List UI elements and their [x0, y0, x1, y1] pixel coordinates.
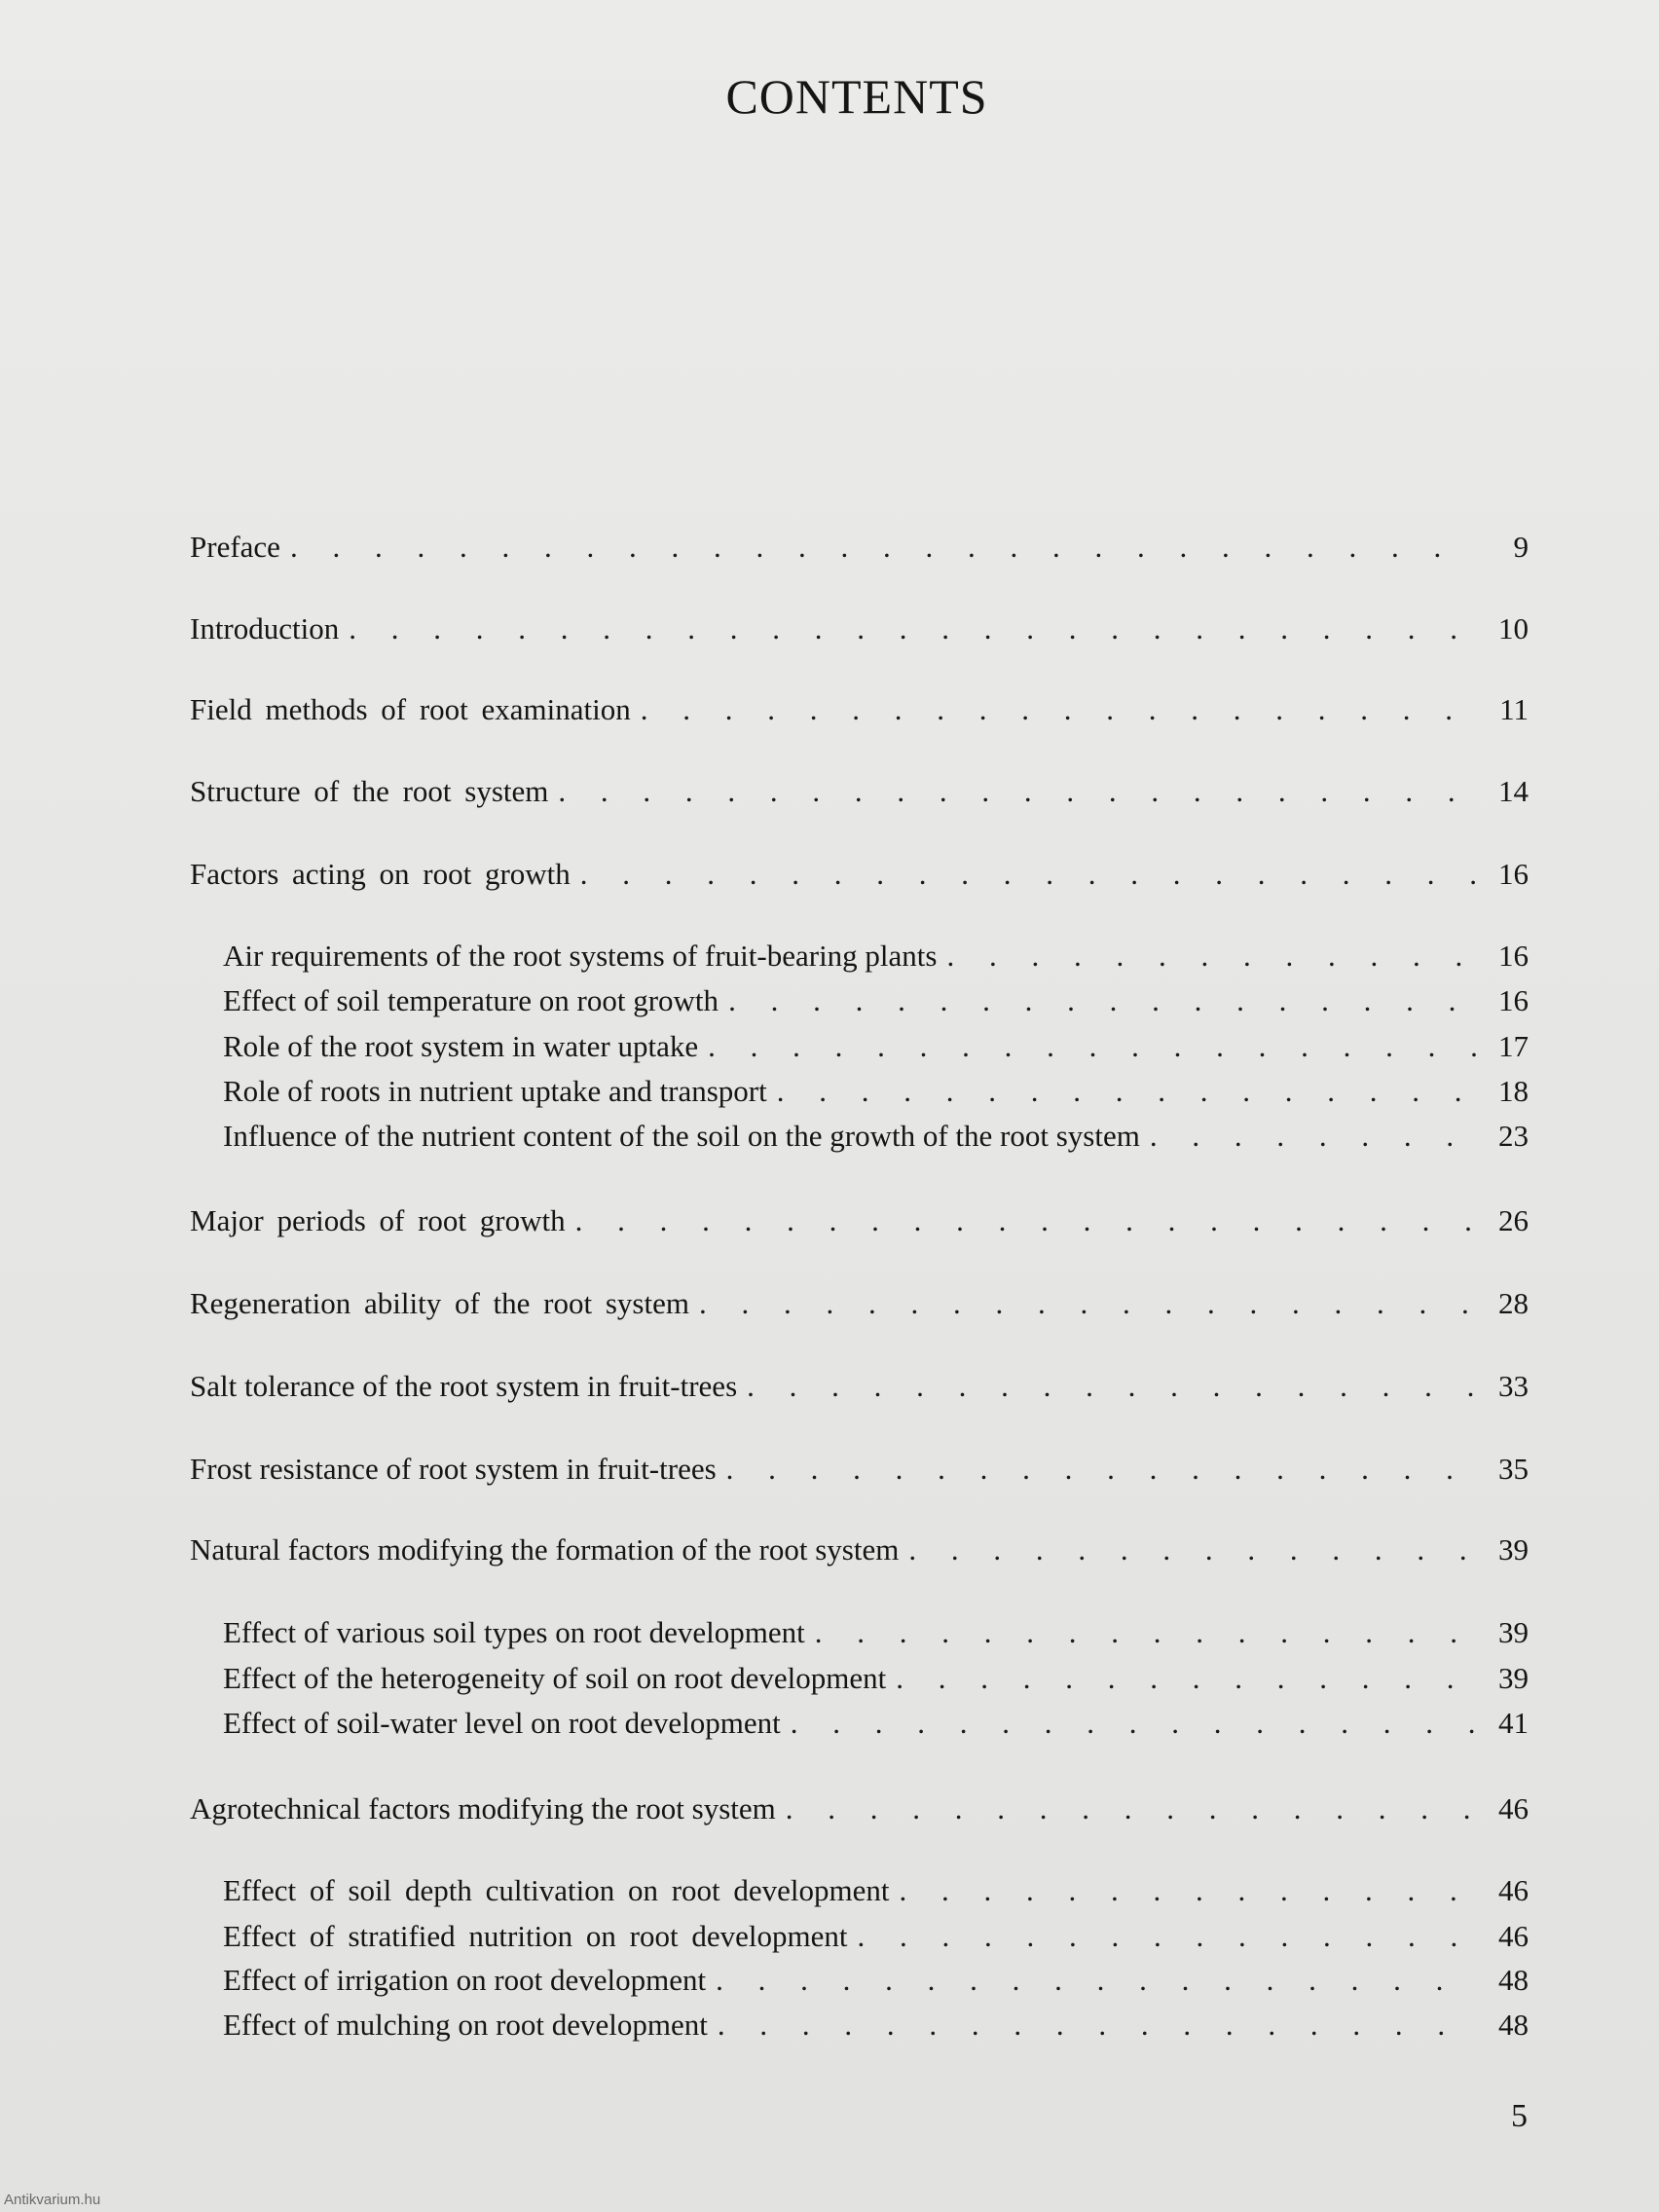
toc-entry-page: 14 [1498, 774, 1529, 808]
toc-entry-page: 17 [1498, 1029, 1529, 1063]
toc-entry-label: Effect of irrigation on root development [223, 1963, 707, 1997]
dot-leader [857, 1915, 1478, 1958]
toc-subentry [223, 979, 1529, 1022]
toc-entry-page: 16 [1498, 857, 1529, 891]
toc-entry-page: 10 [1498, 611, 1529, 645]
toc-entry-page: 16 [1498, 939, 1529, 973]
toc-entry-page: 18 [1498, 1074, 1529, 1108]
toc-entry [190, 770, 1529, 813]
toc-entry-page: 16 [1498, 983, 1529, 1017]
toc-entry-label: Regeneration ability of the root system [190, 1286, 689, 1320]
toc-subentry [223, 935, 1529, 977]
dot-leader [558, 770, 1478, 813]
dot-leader [708, 1025, 1478, 1068]
toc-entry-label: Effect of stratified nutrition on root development [223, 1919, 848, 1953]
toc-subentry [223, 2004, 1529, 2046]
toc-entry-page: 46 [1498, 1791, 1529, 1825]
toc-entry-label: Introduction [190, 611, 340, 645]
toc-subentry [223, 1025, 1529, 1068]
toc-subentry [223, 1070, 1529, 1113]
toc-entry [190, 1529, 1529, 1571]
toc-entry [190, 608, 1529, 650]
toc-entry-page: 39 [1498, 1615, 1529, 1649]
toc-entry-label: Air requirements of the root systems of fruit-bearing plants [223, 939, 938, 973]
toc-entry [190, 1788, 1529, 1830]
dot-leader [716, 1959, 1478, 2002]
toc-entry [190, 1199, 1529, 1242]
toc-entry [190, 1365, 1529, 1408]
toc-entry-label: Natural factors modifying the formation of the root system [190, 1532, 900, 1567]
toc-subentry [223, 1915, 1529, 1958]
toc-subentry [223, 1657, 1529, 1700]
toc-entry-label: Effect of the heterogeneity of soil on root development [223, 1661, 887, 1695]
toc-entry-label: Major periods of root growth [190, 1203, 566, 1237]
dot-leader [786, 1788, 1478, 1830]
toc-subentry [223, 1115, 1529, 1158]
toc-entry-label: Role of the root system in water uptake [223, 1029, 699, 1063]
dot-leader [718, 2004, 1478, 2046]
dot-leader [747, 1365, 1478, 1408]
toc-entry-label: Role of roots in nutrient uptake and transport [223, 1074, 767, 1108]
dot-leader [641, 688, 1478, 731]
toc-entry-page: 33 [1498, 1369, 1529, 1403]
toc-entry-page: 11 [1499, 692, 1529, 726]
toc-entry-label: Structure of the root system [190, 774, 549, 808]
toc-entry [190, 853, 1529, 896]
toc-entry-label: Effect of soil depth cultivation on root development [223, 1873, 890, 1907]
toc-subentry [223, 1959, 1529, 2002]
toc-entry-label: Influence of the nutrient content of the soil on the growth of the root system [223, 1119, 1140, 1153]
dot-leader [699, 1282, 1478, 1325]
toc-entry-page: 26 [1498, 1203, 1529, 1237]
page-title: CONTENTS [725, 69, 988, 124]
toc-entry-label: Factors acting on root growth [190, 857, 571, 891]
dot-leader [946, 935, 1478, 977]
dot-leader [349, 608, 1478, 650]
toc-entry-label: Effect of mulching on root development [223, 2008, 708, 2042]
toc-entry-label: Field methods of root examination [190, 692, 631, 726]
toc-entry-label: Preface [190, 530, 280, 564]
toc-entry-page: 46 [1498, 1873, 1529, 1907]
dot-leader [896, 1657, 1478, 1700]
toc-entry [190, 1448, 1529, 1491]
toc-entry-page: 48 [1498, 1963, 1529, 1997]
dot-leader [1150, 1115, 1478, 1158]
dot-leader [728, 979, 1478, 1022]
toc-entry [190, 1282, 1529, 1325]
toc-entry-page: 28 [1498, 1286, 1529, 1320]
toc-entry [190, 526, 1529, 569]
dot-leader [777, 1070, 1478, 1113]
dot-leader [290, 526, 1478, 569]
watermark: Antikvarium.hu [4, 2192, 101, 2208]
toc-entry-label: Agrotechnical factors modifying the root system [190, 1791, 776, 1825]
dot-leader [575, 1199, 1478, 1242]
toc-entry-page: 9 [1513, 530, 1529, 564]
toc-subentry [223, 1611, 1529, 1654]
dot-leader [791, 1702, 1478, 1745]
toc-subentry [223, 1702, 1529, 1745]
dot-leader [900, 1869, 1478, 1912]
page-number: 5 [1511, 2098, 1528, 2134]
toc-entry-page: 39 [1498, 1532, 1529, 1567]
toc-entry-page: 39 [1498, 1661, 1529, 1695]
toc-entry-page: 35 [1498, 1452, 1529, 1486]
toc-entry-page: 46 [1498, 1919, 1529, 1953]
toc-entry-label: Effect of soil temperature on root growth [223, 983, 719, 1017]
dot-leader [726, 1448, 1478, 1491]
toc-entry-label: Effect of various soil types on root development [223, 1615, 805, 1649]
toc-entry-page: 23 [1498, 1119, 1529, 1153]
dot-leader [580, 853, 1478, 896]
toc-entry-label: Frost resistance of root system in fruit-trees [190, 1452, 717, 1486]
toc-entry-label: Effect of soil-water level on root development [223, 1706, 781, 1740]
toc-subentry [223, 1869, 1529, 1912]
toc-entry-page: 41 [1498, 1706, 1529, 1740]
toc-entry [190, 688, 1529, 731]
dot-leader [815, 1611, 1478, 1654]
toc-entry-page: 48 [1498, 2008, 1529, 2042]
toc-entry-label: Salt tolerance of the root system in fruit-trees [190, 1369, 738, 1403]
dot-leader [908, 1529, 1478, 1571]
